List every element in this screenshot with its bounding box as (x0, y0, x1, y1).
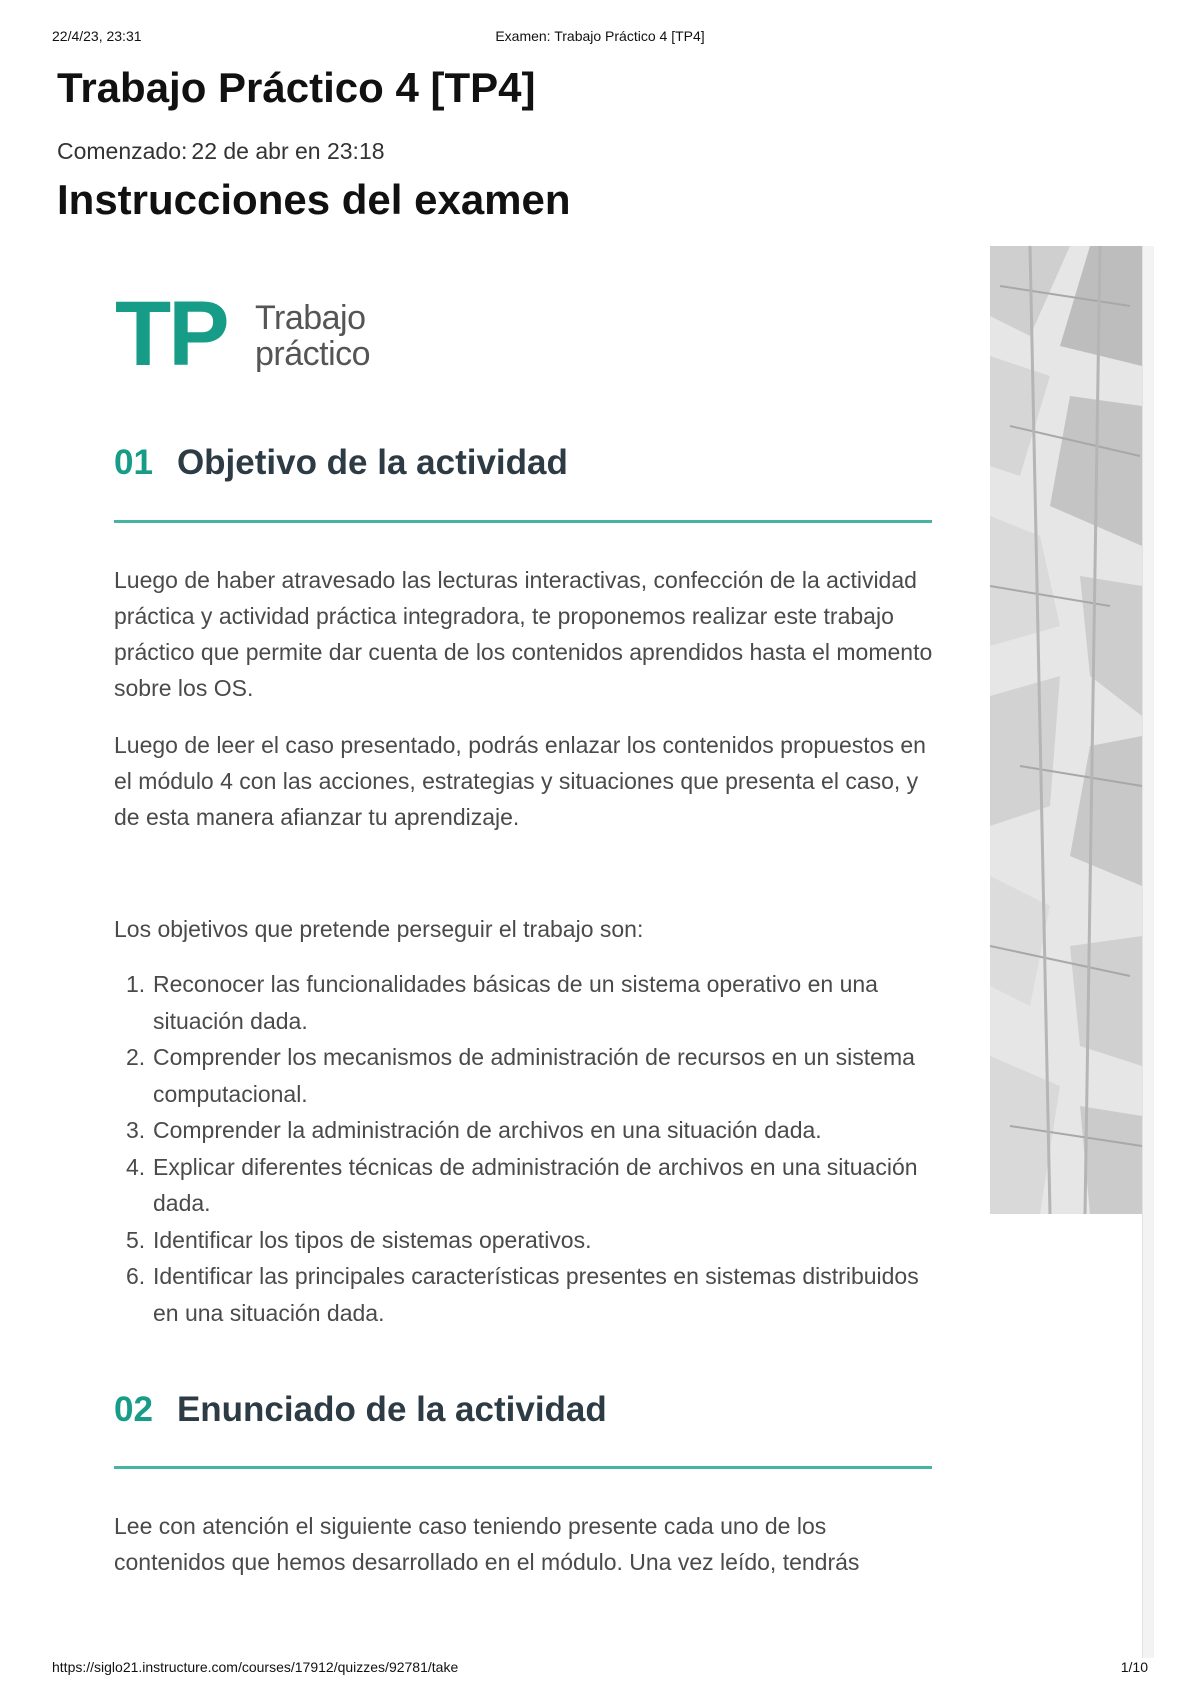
list-item-text: Reconocer las funcionalidades básicas de un sistema operativo en una situación dada. (153, 971, 878, 1034)
section-title: Enunciado de la actividad (176, 1390, 607, 1429)
list-item-number: 6. (126, 1263, 146, 1289)
list-item (114, 1222, 936, 1259)
objectives-list (114, 966, 936, 1331)
scrollbar-track[interactable] (1142, 246, 1154, 1658)
list-item-text: Identificar los tipos de sistemas operativos. (153, 1226, 592, 1253)
section-divider (114, 520, 932, 523)
list-item-text: Comprender los mecanismos de administración de recursos en un sistema computacional. (153, 1044, 915, 1107)
started-label: Comenzado: (57, 138, 188, 164)
list-item-number: 3. (126, 1117, 146, 1143)
list-item-text: Comprender la administración de archivos en una situación dada. (153, 1117, 822, 1143)
print-footer-page: 1/10 (1120, 1659, 1148, 1675)
intro-paragraph-2: Luego de leer el caso presentado, podrás enlazar los contenidos propuestos en el módulo 4 con las acciones, estrategias y situaciones que presenta el caso, y de esta manera afianzar tu aprendizaje. (114, 732, 926, 830)
list-item-text: Explicar diferentes técnicas de administración de archivos en una situación dada. (153, 1153, 918, 1216)
list-item (114, 1258, 936, 1331)
statement-paragraph: Lee con atención el siguiente caso teniendo presente cada uno de los contenidos que hemos desarrollado en el módulo. Una vez leído, tendrás (114, 1513, 860, 1575)
started-info (57, 138, 385, 165)
list-item-number: 4. (126, 1153, 146, 1180)
page-title: Trabajo Práctico 4 [TP4] (57, 64, 536, 111)
tp-logo-line2: práctico (255, 335, 371, 373)
tp-logo-text (255, 300, 370, 372)
list-item-number: 5. (126, 1226, 146, 1253)
print-footer-url: https://siglo21.instructure.com/courses/17912/quizzes/92781/take (52, 1659, 459, 1675)
list-item-number: 1. (126, 971, 146, 997)
print-header-datetime: 22/4/23, 23:31 (52, 28, 142, 44)
objectives-lead: Los objetivos que pretende perseguir el trabajo son: (114, 916, 644, 942)
intro-paragraph-1: Luego de haber atravesado las lecturas interactivas, confección de la actividad práctica y actividad práctica integradora, te proponemos realizar este trabajo práctico que permite dar cuenta de los contenidos aprendidos hasta el momento sobre los OS. (114, 567, 933, 701)
list-item (114, 1149, 936, 1222)
tp-logo-line1: Trabajo (255, 299, 366, 337)
section-heading-02 (114, 1390, 607, 1430)
print-header-title: Examen: Trabajo Práctico 4 [TP4] (495, 28, 705, 44)
list-item (114, 966, 936, 1039)
section-heading-01 (114, 443, 568, 483)
list-item-number: 2. (126, 1044, 146, 1070)
section-number: 01 (114, 443, 153, 482)
section-number: 02 (114, 1390, 153, 1429)
list-item (114, 1039, 936, 1112)
section-divider (114, 1466, 932, 1469)
started-value: 22 de abr en 23:18 (191, 138, 385, 164)
tp-logo-mark: TP (115, 283, 227, 385)
section-title: Objetivo de la actividad (176, 443, 568, 482)
instructions-title: Instrucciones del examen (57, 176, 571, 223)
decorative-architecture-image (990, 246, 1142, 1214)
list-item-text: Identificar las principales características presentes en sistemas distribuidos en una situación dada. (153, 1263, 919, 1326)
list-item (114, 1112, 936, 1149)
